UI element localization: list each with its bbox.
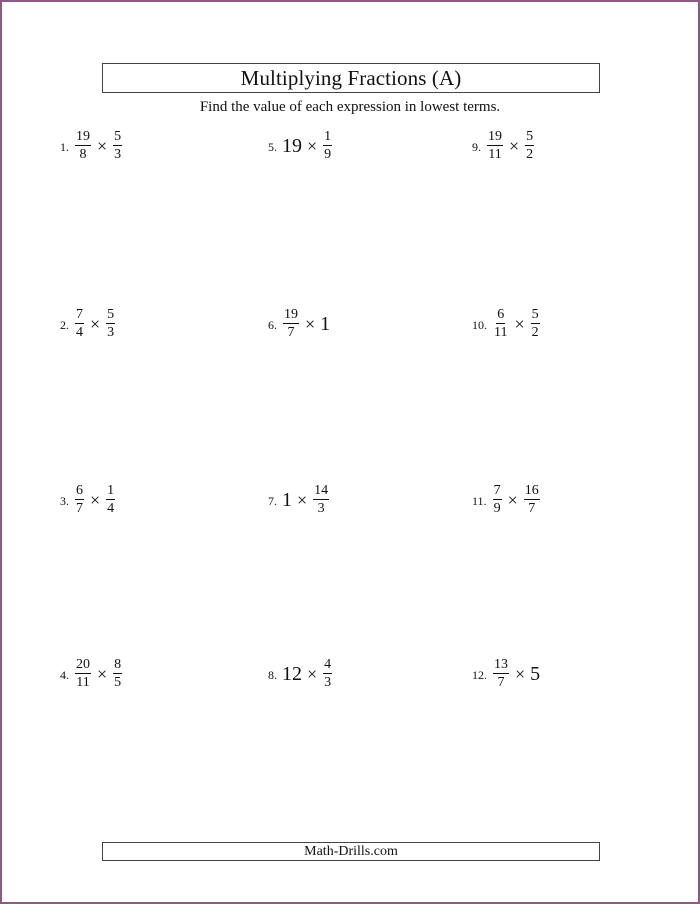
times-sign: × — [305, 314, 316, 334]
numerator: 7 — [493, 483, 501, 498]
fraction — [74, 129, 92, 162]
problem-number: 12. — [472, 668, 487, 682]
numerator: 4 — [324, 657, 332, 672]
numerator: 5 — [114, 129, 122, 144]
fraction — [282, 307, 300, 340]
numerator: 19 — [284, 307, 298, 322]
footer-text: Math-Drills.com — [304, 843, 398, 859]
problem-number: 8. — [268, 668, 277, 682]
times-sign: × — [515, 664, 526, 684]
times-sign: × — [97, 136, 108, 156]
fraction — [492, 483, 503, 516]
numerator: 19 — [76, 129, 90, 144]
fraction — [492, 657, 510, 690]
whole-number: 1 — [320, 313, 331, 335]
denominator: 11 — [488, 147, 502, 162]
numerator: 6 — [76, 483, 83, 498]
times-sign: × — [97, 664, 108, 684]
times-sign: × — [507, 490, 518, 510]
problem-number: 4. — [60, 668, 69, 682]
denominator: 7 — [528, 501, 536, 516]
fraction — [492, 307, 509, 340]
fraction — [530, 307, 541, 340]
fraction — [112, 657, 123, 690]
problem-6 — [268, 307, 330, 340]
fraction — [112, 129, 123, 162]
numerator: 5 — [526, 129, 534, 144]
denominator: 3 — [107, 325, 115, 340]
times-sign: × — [307, 136, 318, 156]
problem-3 — [60, 483, 116, 516]
numerator: 19 — [488, 129, 502, 144]
problem-number: 3. — [60, 494, 69, 508]
fraction — [74, 483, 85, 516]
denominator: 9 — [324, 147, 332, 162]
numerator: 14 — [314, 483, 329, 498]
problem-number: 10. — [472, 318, 487, 332]
denominator: 11 — [494, 325, 508, 340]
denominator: 7 — [287, 325, 295, 340]
times-sign: × — [307, 664, 318, 684]
times-sign: × — [297, 490, 308, 510]
denominator: 2 — [526, 147, 534, 162]
numerator: 5 — [107, 307, 115, 322]
problem-2 — [60, 307, 116, 340]
numerator: 13 — [494, 657, 508, 672]
numerator: 7 — [76, 307, 83, 322]
problem-number: 7. — [268, 494, 277, 508]
denominator: 4 — [107, 501, 115, 516]
numerator: 8 — [114, 657, 122, 672]
problem-number: 9. — [472, 140, 481, 154]
worksheet-title — [102, 63, 600, 93]
fraction — [105, 483, 116, 516]
whole-number: 1 — [282, 489, 292, 511]
whole-number: 5 — [530, 663, 541, 685]
whole-number: 12 — [282, 663, 302, 685]
problem-8 — [268, 657, 333, 690]
denominator: 3 — [114, 147, 122, 162]
denominator: 5 — [114, 675, 122, 690]
problem-4 — [60, 657, 123, 690]
problem-number: 1. — [60, 140, 69, 154]
whole-number: 19 — [282, 135, 302, 157]
numerator: 20 — [76, 657, 90, 672]
denominator: 7 — [497, 675, 505, 690]
fraction — [486, 129, 504, 162]
problem-number: 2. — [60, 318, 69, 332]
fraction — [312, 483, 330, 516]
problem-11 — [472, 483, 541, 516]
numerator: 16 — [524, 483, 539, 498]
problem-12 — [472, 657, 540, 690]
footer — [102, 842, 600, 861]
times-sign: × — [509, 136, 520, 156]
problem-5 — [268, 129, 333, 162]
problem-10 — [472, 307, 541, 340]
fraction — [105, 307, 116, 340]
problem-7 — [268, 483, 330, 516]
problem-number: 6. — [268, 318, 277, 332]
fraction — [74, 657, 92, 690]
times-sign: × — [90, 490, 101, 510]
problem-number: 11. — [472, 494, 487, 508]
problem-number: 5. — [268, 140, 277, 154]
denominator: 3 — [317, 501, 325, 516]
numerator: 1 — [107, 483, 115, 498]
denominator: 3 — [324, 675, 332, 690]
numerator: 1 — [324, 129, 332, 144]
instructions: Find the value of each expression in lowest terms. — [199, 99, 501, 115]
times-sign: × — [514, 314, 525, 334]
fraction — [322, 657, 333, 690]
problem-1 — [60, 129, 123, 162]
numerator: 5 — [531, 307, 539, 322]
denominator: 2 — [531, 325, 539, 340]
fraction — [74, 307, 85, 340]
denominator: 9 — [493, 501, 501, 516]
denominator: 4 — [76, 325, 83, 340]
worksheet-title-text: Multiplying Fractions (A) — [240, 65, 462, 90]
numerator: 6 — [497, 307, 505, 322]
problem-9 — [472, 129, 535, 162]
denominator: 8 — [79, 147, 87, 162]
fraction — [523, 483, 541, 516]
denominator: 7 — [76, 501, 83, 516]
fraction — [524, 129, 535, 162]
fraction — [322, 129, 333, 162]
denominator: 11 — [76, 675, 90, 690]
times-sign: × — [90, 314, 101, 334]
